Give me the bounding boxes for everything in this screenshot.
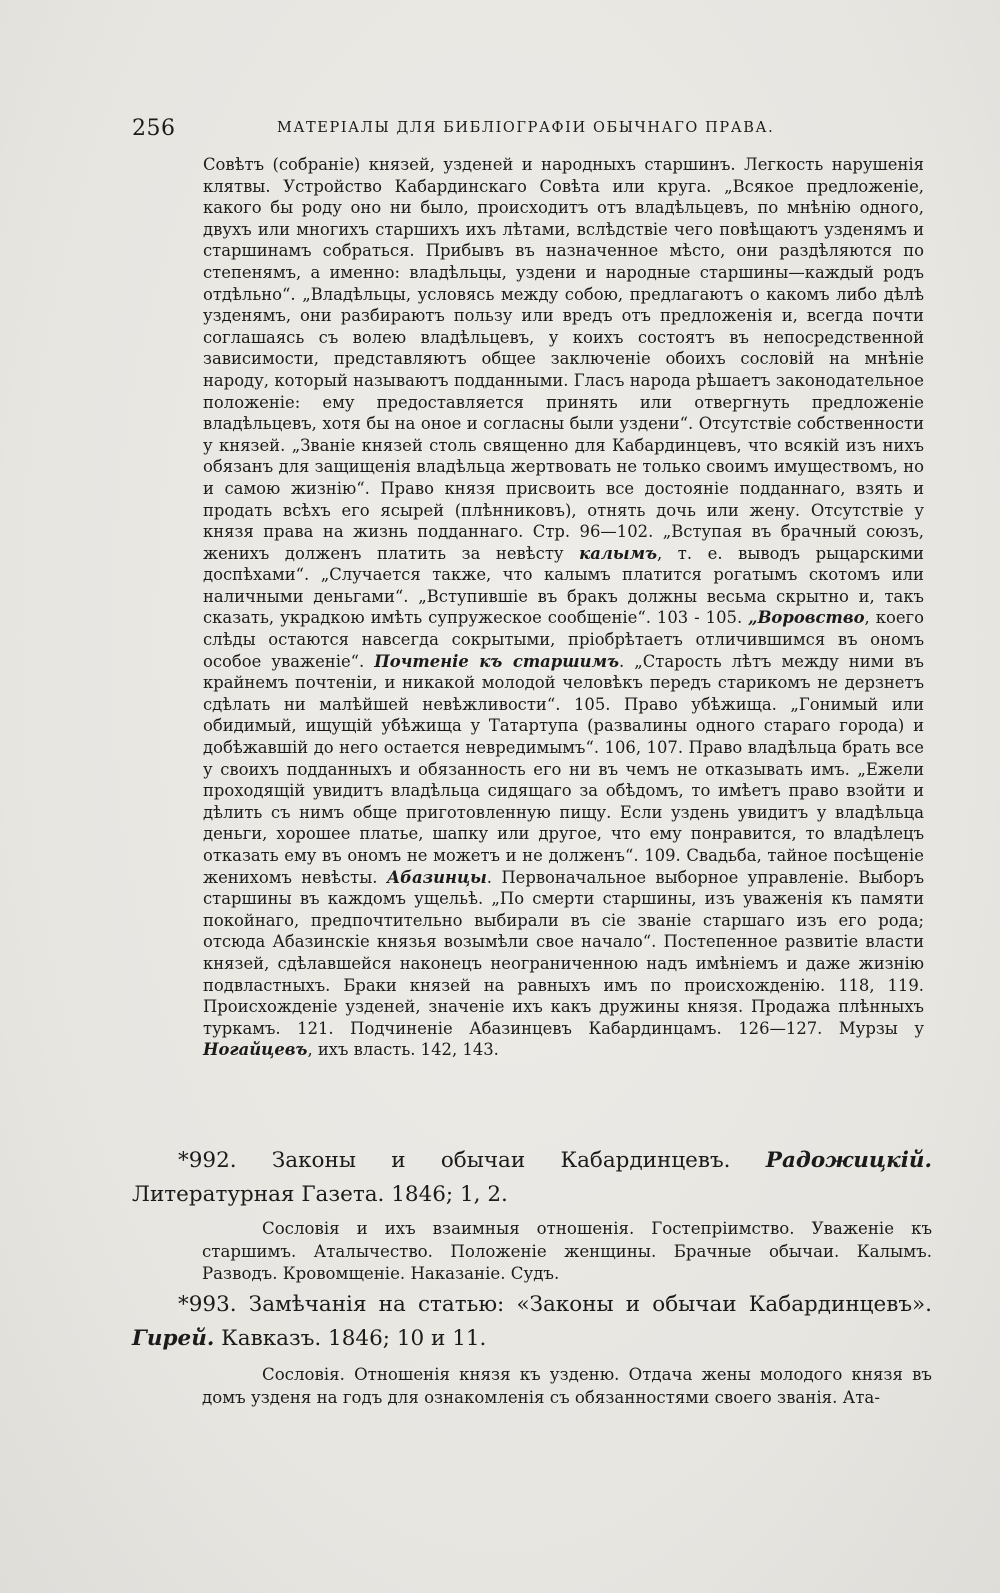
bibliography-entry-993	[132, 1288, 932, 1356]
entry-source: Литературная Газета. 1846; 1, 2.	[132, 1182, 508, 1207]
page-header	[132, 116, 932, 146]
term-kalym: калымъ	[579, 543, 658, 563]
continuation-text-5: . Первоначальное выборное управленіе. Выборъ старшины въ каждомъ ущельѣ. „По смерти старшины, изъ уваженія къ памяти покойнаго, предпочтительно выбирали въ сіе званіе старшаго изъ его рода; отсюда Абазинскіе князья возымѣли свое начало“. Постепенное развитіе власти князей, сдѣлавшейся наконецъ неограниченною надъ имѣніемъ и даже жизнію подвластныхъ. Браки князей на равныхъ имъ по происхожденію. 118, 119. Происхожденіе узденей, значеніе ихъ какъ дружины князя. Продажа плѣнныхъ туркамъ. 121. Подчиненіе Абазинцевъ Кабардинцамъ. 126—127. Мурзы у	[203, 867, 924, 1038]
continuation-paragraph	[203, 154, 924, 1061]
term-nogaitsev: Ногайцевъ	[203, 1040, 308, 1060]
entry-number: *993.	[178, 1292, 237, 1317]
continuation-text-4: . „Старость лѣтъ между ними въ крайнемъ почтеніи, и никакой молодой человѣкъ передъ старикомъ не дерзнетъ сдѣлать ни малѣйшей невѣжливости“. 105. Право убѣжища. „Гонимый или обидимый, ищущій убѣжища у Татартупа (развалины одного стараго города) и добѣжавшій до него остается невредимымъ“. 106, 107. Право владѣльца брать все у своихъ подданныхъ и обязанность его ни въ чемъ не отказывать имъ. „Ежели проходящій увидитъ владѣльца сидящаго за обѣдомъ, то имѣетъ право взойти и дѣлить съ нимъ обще приготовленную пищу. Если уздень увидитъ у владѣльца деньги, хорошее платье, шапку или другое, что ему понравится, то владѣлецъ отказать ему въ ономъ не можетъ и не долженъ“. 109. Свадьба, тайное посѣщеніе женихомъ невѣсты.	[203, 651, 924, 887]
term-vorovstvo: „Воровство	[748, 608, 865, 628]
running-title: МАТЕРІАЛЫ ДЛЯ БИБЛІОГРАФІИ ОБЫЧНАГО ПРАВА.	[277, 120, 775, 136]
entry-summary-text: Сословія. Отношенія князя къ узденю. Отдача жены молодого князя въ домъ узденя на годъ для ознакомленія съ обязанностями своего званія. Ата-	[202, 1365, 932, 1407]
entry-author: Радожицкій.	[765, 1148, 932, 1173]
entry-author: Гирей.	[132, 1326, 215, 1351]
continuation-text-2: , т. е. выводъ рыцарскими доспѣхами“. „Случается также, что калымъ платится рогатымъ скотомъ или наличными деньгами“. „Вступившіе въ бракъ должны весьма скрытно и, такъ сказать, украдкою имѣть супружеское сообщеніе“. 103 - 105.	[203, 543, 924, 628]
entry-summary-text: Сословія и ихъ взаимныя отношенія. Гостепріимство. Уваженіе къ старшимъ. Аталычество. Положеніе женщины. Брачные обычаи. Калымъ. Разводъ. Кровомщеніе. Наказаніе. Судъ.	[202, 1219, 932, 1283]
heading-abazintsy: Абазинцы	[386, 867, 487, 887]
page-number: 256	[132, 116, 176, 141]
entry-source: Кавказъ. 1846; 10 и 11.	[221, 1326, 487, 1351]
continuation-text-6: , ихъ власть. 142, 143.	[307, 1040, 499, 1060]
continuation-text-1: Совѣтъ (собраніе) князей, узденей и народныхъ старшинъ. Легкость нарушенія клятвы. Устройство Кабардинскаго Совѣта или круга. „Всякое предложеніе, какого бы роду оно ни было, происходитъ отъ владѣльцевъ, по мнѣнію одного, двухъ или многихъ старшихъ ихъ лѣтами, вслѣдствіе чего повѣщаютъ узденямъ и старшинамъ собраться. Прибывъ въ назначенное мѣсто, они раздѣляются по степенямъ, а именно: владѣльцы, уздени и народные старшины—каждый родъ отдѣльно“. „Владѣльцы, условясь между собою, предлагаютъ о какомъ либо дѣлѣ узденямъ, они разбираютъ пользу или вредъ отъ предложенія и, всегда почти соглашаясь съ волею владѣльцевъ, у коихъ состоятъ въ непосредственной зависимости, представляютъ общее заключеніе обоихъ сословій на мнѣніе народу, который называютъ подданными. Гласъ народа рѣшаетъ законодательное положеніе: ему предоставляется принять или отвергнуть предложеніе владѣльцевъ, хотя бы на оное и согласны были уздени“. Отсутствіе собственности у князей. „Званіе князей столь священно для Кабардинцевъ, что всякій изъ нихъ обязанъ для защищенія владѣльца жертвовать не только своимъ имуществомъ, но и самою жизнію“. Право князя присвоить все достояніе подданнаго, взять и продать всѣхъ его ясырей (плѣнниковъ), отнять дочь или жену. Отсутствіе у князя права на жизнь подданнаго. Стр. 96—102. „Вступая въ брачный союзъ, женихъ долженъ платить за невѣсту	[203, 155, 924, 563]
entry-number: *992.	[178, 1148, 237, 1173]
entry-summary-993	[202, 1364, 932, 1409]
entry-summary-992	[202, 1218, 932, 1286]
entry-title: Замѣчанія на статью: «Законы и обычаи Кабардинцевъ».	[248, 1292, 932, 1317]
bibliography-entry-992	[132, 1144, 932, 1212]
heading-pochtenie: Почтеніе къ старшимъ	[374, 651, 620, 671]
entry-title: Законы и обычаи Кабардинцевъ.	[271, 1148, 731, 1173]
continuation-text-3: , коего слѣды остаются навсегда сокрытыми, пріобрѣтаетъ отличившимся въ ономъ особое уваженіе“.	[203, 608, 924, 671]
